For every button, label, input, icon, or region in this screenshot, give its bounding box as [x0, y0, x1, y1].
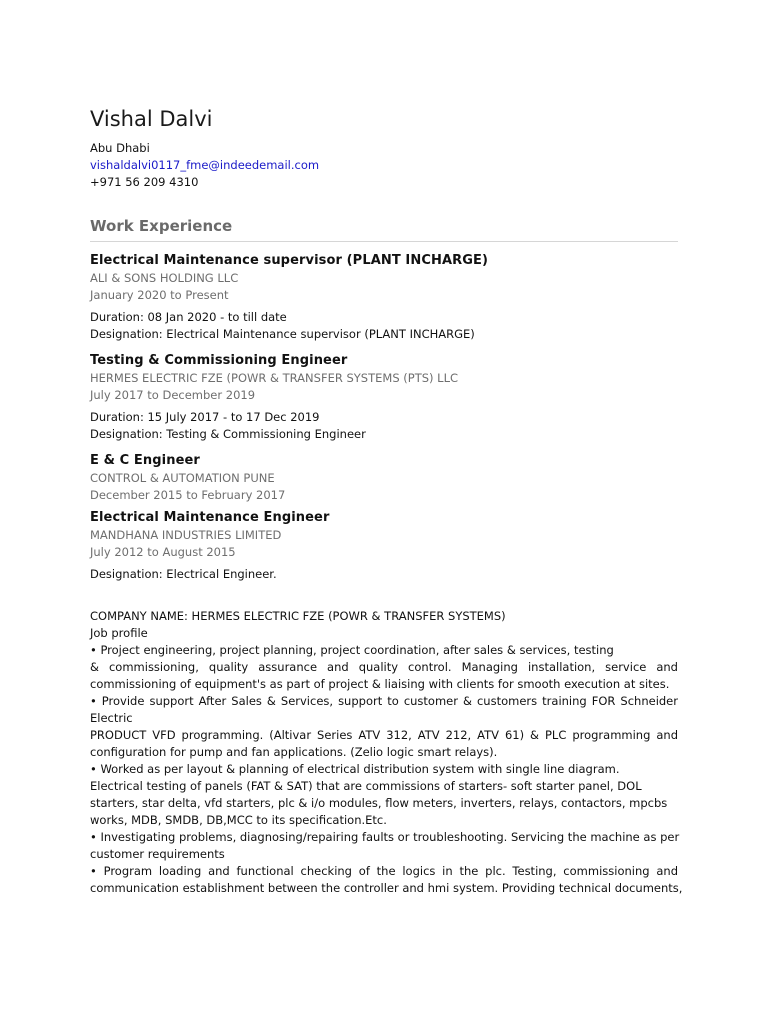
- job-company: ALI & SONS HOLDING LLC: [90, 271, 239, 285]
- details-line: Electrical testing of panels (FAT & SAT) that are commissions of starters- soft starter panel, DOL: [90, 779, 642, 793]
- details-line: • Program loading and functional checking of the logics in the plc. Testing, commissioning and: [90, 864, 678, 878]
- job-description-line: Duration: 15 July 2017 - to 17 Dec 2019: [90, 410, 320, 424]
- section-divider: [90, 241, 678, 242]
- job-description: [90, 566, 678, 583]
- details-line: customer requirements: [90, 847, 225, 861]
- details-line: • Worked as per layout & planning of electrical distribution system with single line diagram.: [90, 762, 620, 776]
- job-dates: December 2015 to February 2017: [90, 488, 286, 502]
- job-dates: July 2017 to December 2019: [90, 388, 256, 402]
- details-line: works, MDB, SMDB, DB,MCC to its specification.Etc.: [90, 813, 387, 827]
- job-company: MANDHANA INDUSTRIES LIMITED: [90, 528, 282, 542]
- job-entry: [90, 252, 678, 343]
- details-line: Job profile: [90, 626, 148, 640]
- section-title-work-experience: Work Experience: [90, 217, 233, 235]
- details-line: & commissioning, quality assurance and quality control. Managing installation, service and: [90, 660, 678, 674]
- job-description-line: Designation: Electrical Engineer.: [90, 567, 277, 581]
- job-dates: July 2012 to August 2015: [90, 545, 236, 559]
- details-line: • Project engineering, project planning, project coordination, after sales & services, testing: [90, 643, 614, 657]
- details-line: configuration for pump and fan applications. (Zelio logic smart relays).: [90, 745, 498, 759]
- details-line: commissioning of equipment's as part of project & liaising with clients for smooth execution at sites.: [90, 677, 670, 691]
- details-line: communication establishment between the controller and hmi system. Providing technical documents,: [90, 881, 683, 895]
- job-title: Electrical Maintenance Engineer: [90, 510, 330, 525]
- location-text: Abu Dhabi: [90, 141, 150, 155]
- details-line: starters, star delta, vfd starters, plc & i/o modules, flow meters, inverters, relays, contactors, mpcbs: [90, 796, 668, 810]
- job-title: Electrical Maintenance supervisor (PLANT INCHARGE): [90, 253, 489, 268]
- details-line: Electric: [90, 711, 133, 725]
- job-description-line: Designation: Testing & Commissioning Engineer: [90, 427, 366, 441]
- email-link[interactable]: vishaldalvi0117_fme@indeedemail.com: [90, 158, 320, 172]
- job-company: HERMES ELECTRIC FZE (POWR & TRANSFER SYSTEMS (PTS) LLC: [90, 371, 459, 385]
- phone-text: +971 56 209 4310: [90, 175, 199, 189]
- work-experience-list: [90, 252, 678, 583]
- contact-block: [90, 140, 319, 191]
- job-dates: January 2020 to Present: [90, 288, 229, 302]
- details-line: • Investigating problems, diagnosing/repairing faults or troubleshooting. Servicing the machine as per: [90, 830, 680, 844]
- job-description: [90, 309, 678, 343]
- details-line: PRODUCT VFD programming. (Altivar Series ATV 312, ATV 212, ATV 61) & PLC programming and: [90, 728, 678, 742]
- job-entry: [90, 352, 678, 443]
- job-description: [90, 409, 678, 443]
- job-description-line: Designation: Electrical Maintenance supervisor (PLANT INCHARGE): [90, 327, 475, 341]
- job-title: Testing & Commissioning Engineer: [90, 353, 348, 368]
- job-entry: [90, 452, 678, 504]
- job-description-line: Duration: 08 Jan 2020 - to till date: [90, 310, 287, 324]
- job-details-text: [90, 608, 683, 897]
- details-line: COMPANY NAME: HERMES ELECTRIC FZE (POWR & TRANSFER SYSTEMS): [90, 609, 506, 623]
- job-company: CONTROL & AUTOMATION PUNE: [90, 471, 275, 485]
- job-entry: [90, 509, 678, 583]
- job-title: E & C Engineer: [90, 453, 200, 468]
- details-line: • Provide support After Sales & Services, support to customer & customers training FOR Schneider: [90, 694, 678, 708]
- candidate-name: Vishal Dalvi: [90, 107, 213, 131]
